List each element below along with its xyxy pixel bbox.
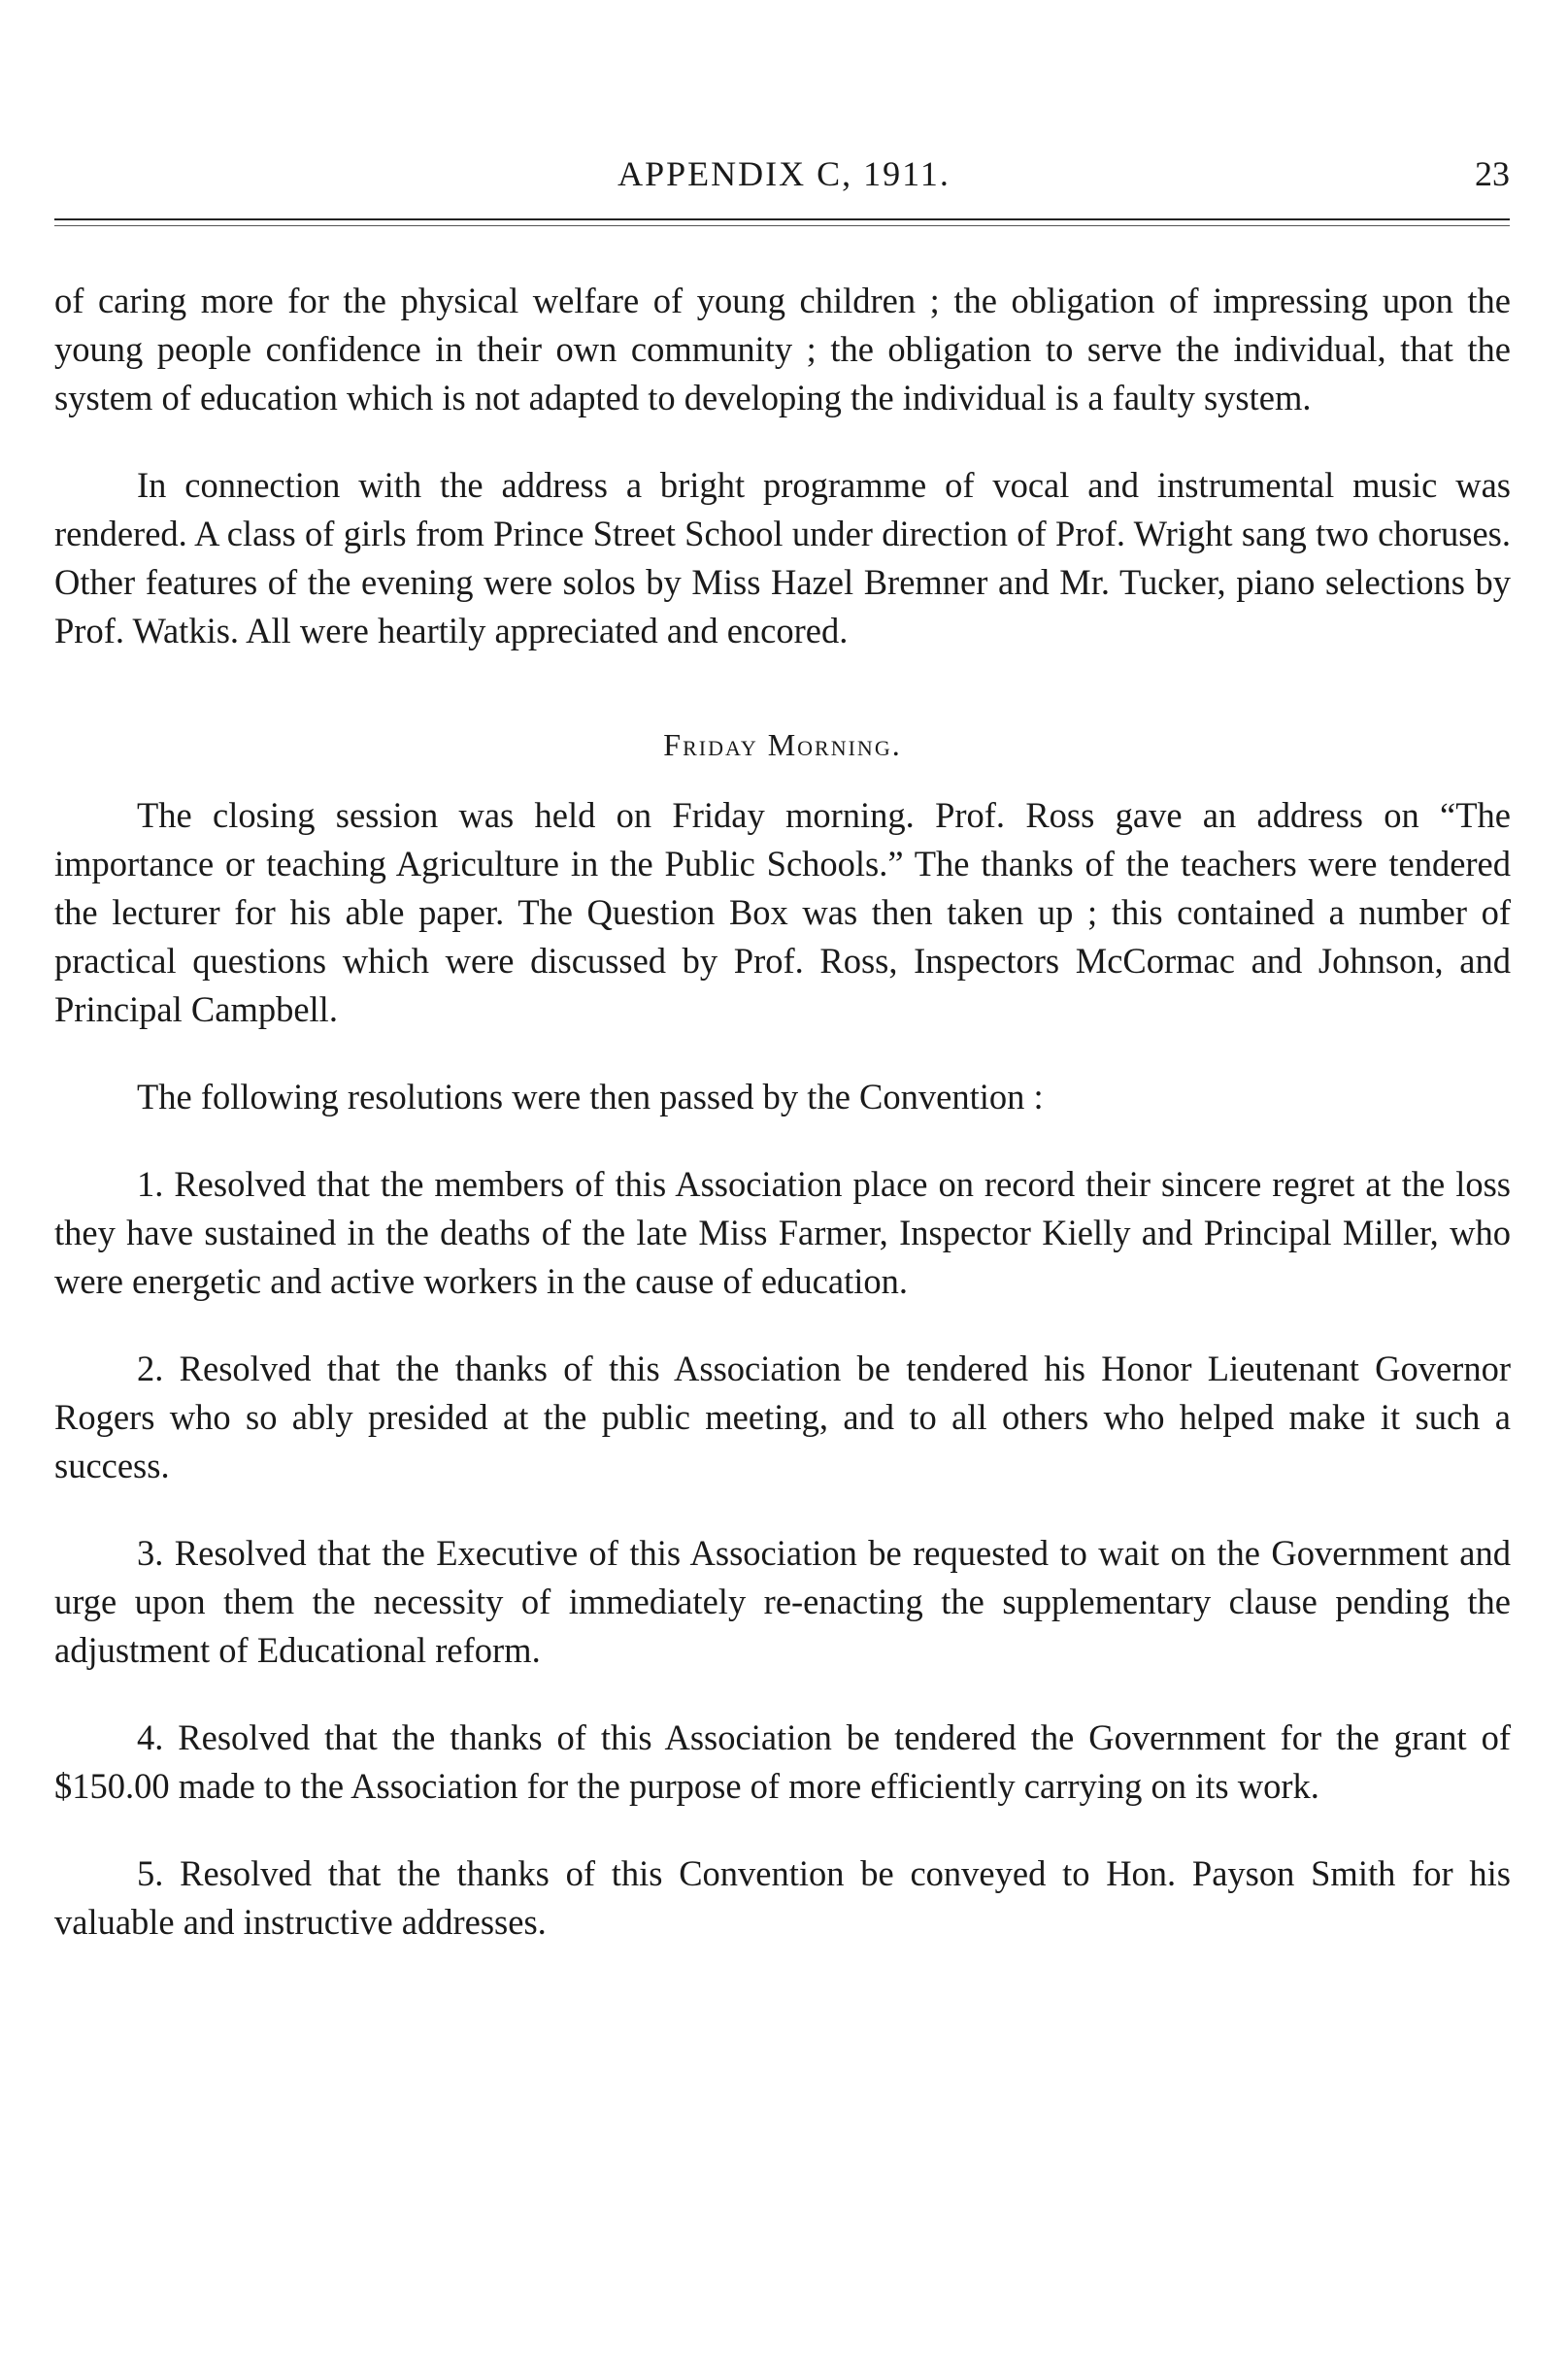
section-heading: Friday Morning. (663, 727, 902, 762)
running-title: APPENDIX C, 1911. (617, 154, 951, 193)
resolution-2: 2. Resolved that the thanks of this Association be tendered his Honor Lieutenant Governor Rogers who so ably presided at the public meeting, and to all others who helped make it such a success. (54, 1349, 1511, 1485)
page-body (54, 277, 1511, 1947)
resolution-5: 5. Resolved that the thanks of this Convention be conveyed to Hon. Payson Smith for his valuable and instructive addresses. (54, 1853, 1511, 1942)
page-number: 23 (1475, 154, 1510, 193)
resolution-3: 3. Resolved that the Executive of this Association be requested to wait on the Government and urge upon them the necessity of immediately re-enacting the supplementary clause pending the adjustment of Educational reform. (54, 1533, 1511, 1670)
header-rule (54, 218, 1510, 220)
paragraph-resolutions-intro: The following resolutions were then passed by the Convention : (137, 1077, 1044, 1116)
header-rule-thin (54, 225, 1510, 226)
page-header (0, 146, 1568, 204)
resolution-1: 1. Resolved that the members of this Association place on record their sincere regret at the loss they have sustained in the deaths of the late Miss Farmer, Inspector Kielly and Principal Miller, who were energetic and active workers in the cause of education. (54, 1164, 1511, 1301)
paragraph-music-programme: In connection with the address a bright programme of vocal and instrumental music was rendered. A class of girls from Prince Street School under direction of Prof. Wright sang two choruses. Other features of the evening were solos by Miss Hazel Bremner and Mr. Tucker, piano selections by Prof. Watkis. All were heartily appreciated and encored. (54, 465, 1511, 650)
paragraph-continuation: of caring more for the physical welfare of young children ; the obligation of impressing upon the young people confidence in their own community ; the obligation to serve the individual, that the system of education which is not adapted to developing the individual is a faulty system. (54, 281, 1511, 417)
resolution-4: 4. Resolved that the thanks of this Association be tendered the Government for the grant of $150.00 made to the Association for the purpose of more efficiently carrying on its work. (54, 1717, 1511, 1806)
paragraph-closing-session: The closing session was held on Friday morning. Prof. Ross gave an address on “The importance or teaching Agriculture in the Public Schools.” The thanks of the teachers were tendered the lecturer for his able paper. The Question Box was then taken up ; this contained a number of practical questions which were discussed by Prof. Ross, Inspectors McCormac and Johnson, and Principal Campbell. (54, 795, 1511, 1029)
